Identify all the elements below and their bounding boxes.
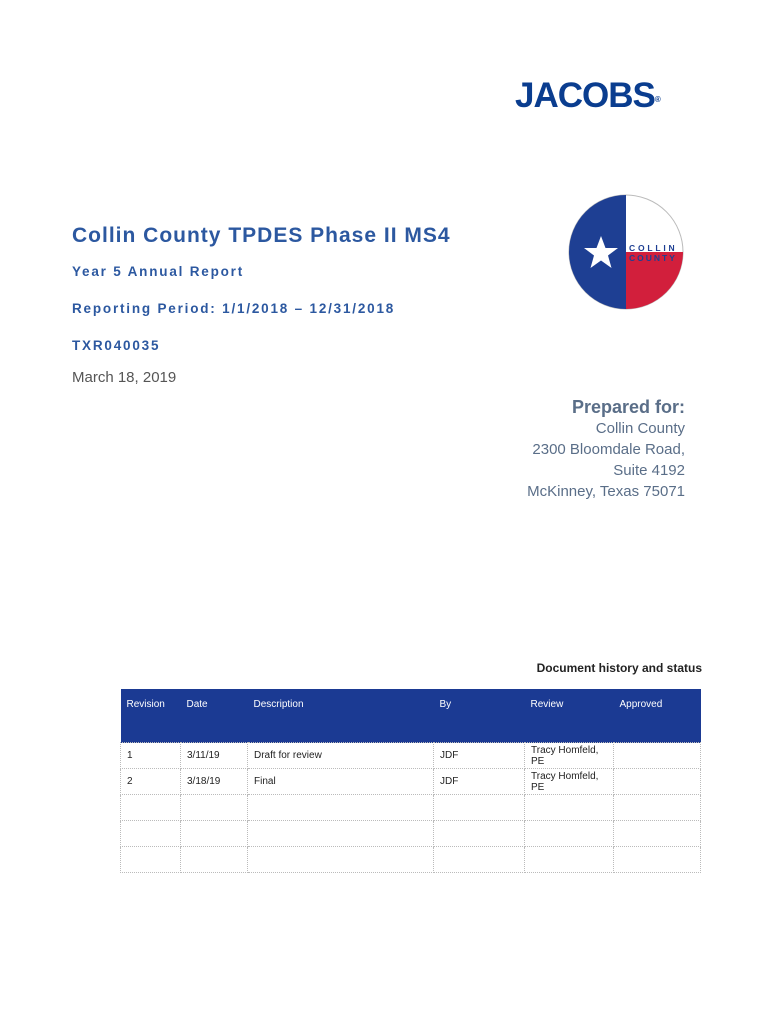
- report-date: March 18, 2019: [72, 369, 177, 386]
- address-line: 2300 Bloomdale Road,: [532, 441, 685, 458]
- table-row: 1 3/11/19 Draft for review JDF Tracy Homfeld, PE: [121, 743, 701, 769]
- seal-line2: COUNTY: [629, 253, 677, 263]
- column-header: By: [434, 689, 525, 720]
- address-line: Suite 4192: [613, 462, 685, 479]
- reporting-period: Reporting Period: 1/1/2018 – 12/31/2018: [72, 301, 396, 316]
- prepared-for-address: [527, 418, 685, 502]
- report-title: Collin County TPDES Phase II MS4: [72, 224, 451, 247]
- column-header: Description: [248, 689, 434, 720]
- jacobs-logo: JACOBS®: [515, 76, 661, 115]
- column-header: Review: [525, 689, 614, 720]
- document-history-heading: Document history and status: [536, 661, 702, 675]
- table-row: [121, 821, 701, 847]
- column-header: Revision: [121, 689, 181, 720]
- table-row: [121, 847, 701, 873]
- document-history-table: [120, 689, 701, 873]
- address-line: McKinney, Texas 75071: [527, 483, 685, 500]
- permit-number: TXR040035: [72, 338, 161, 353]
- collin-county-seal: [568, 194, 684, 310]
- column-header: Date: [181, 689, 248, 720]
- table-row: 2 3/18/19 Final JDF Tracy Homfeld, PE: [121, 769, 701, 795]
- column-header: Approved: [614, 689, 701, 720]
- report-subtitle: Year 5 Annual Report: [72, 264, 245, 279]
- seal-line1: COLLIN: [629, 243, 678, 253]
- table-row: [121, 795, 701, 821]
- address-line: Collin County: [595, 420, 685, 437]
- header-spacer-row: [121, 720, 701, 743]
- table-header-row: [121, 689, 701, 720]
- prepared-for-heading: Prepared for:: [571, 397, 685, 417]
